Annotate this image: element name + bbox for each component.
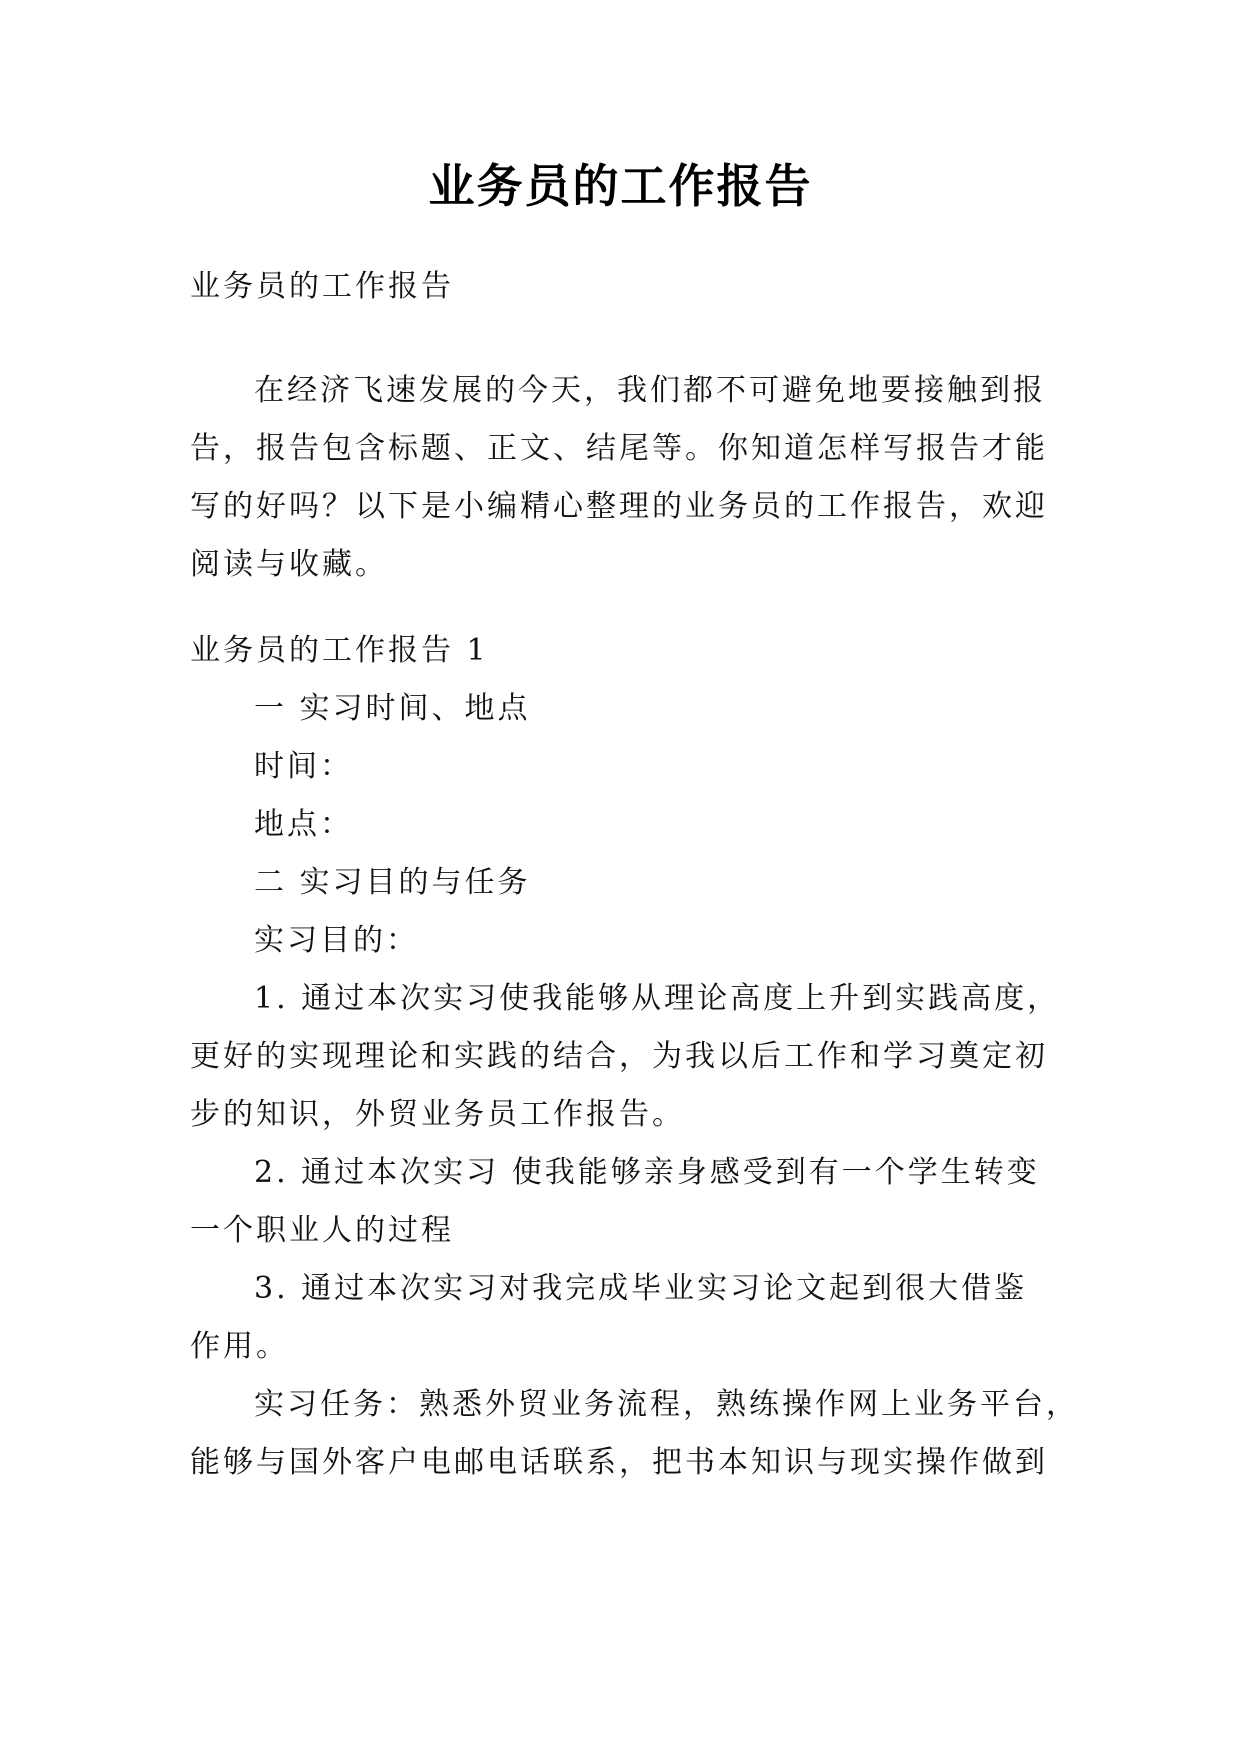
intro-line: 告，报告包含标题、正文、结尾等。你知道怎样写报告才能 (190, 431, 1048, 466)
intro-paragraph (190, 362, 1070, 594)
body-line: 3. 通过本次实习对我完成毕业实习论文起到很大借鉴 (254, 1271, 1028, 1306)
document-title: 业务员的工作报告 (428, 159, 813, 213)
section-heading: 业务员的工作报告 1 (190, 633, 489, 668)
intro-line: 阅读与收藏。 (190, 547, 388, 582)
body-line: 2. 通过本次实习 使我能够亲身感受到有一个学生转变 (254, 1155, 1040, 1190)
body-line: 作用。 (190, 1329, 289, 1364)
body-line: 更好的实现理论和实践的结合，为我以后工作和学习奠定初 (190, 1039, 1048, 1074)
intro-line: 在经济飞速发展的今天，我们都不可避免地要接触到报 (254, 373, 1046, 408)
subtitle-block (190, 258, 1070, 316)
body-line: 1. 通过本次实习使我能够从理论高度上升到实践高度， (254, 981, 1061, 1016)
document-subtitle: 业务员的工作报告 (190, 269, 454, 304)
body-line: 实习目的： (254, 923, 419, 958)
body-line: 实习任务：熟悉外贸业务流程，熟练操作网上业务平台， (254, 1387, 1079, 1422)
intro-line: 写的好吗？以下是小编精心整理的业务员的工作报告，欢迎 (190, 489, 1048, 524)
body-line: 能够与国外客户电邮电话联系，把书本知识与现实操作做到 (190, 1445, 1048, 1480)
body-line: 一 实习时间、地点 (254, 691, 531, 726)
body-line: 二 实习目的与任务 (254, 865, 531, 900)
section-1 (190, 622, 1079, 1492)
body-line: 时间： (254, 749, 353, 784)
body-line: 步的知识，外贸业务员工作报告。 (190, 1097, 685, 1132)
body-line: 一个职业人的过程 (190, 1213, 454, 1248)
body-line: 地点： (254, 807, 353, 842)
